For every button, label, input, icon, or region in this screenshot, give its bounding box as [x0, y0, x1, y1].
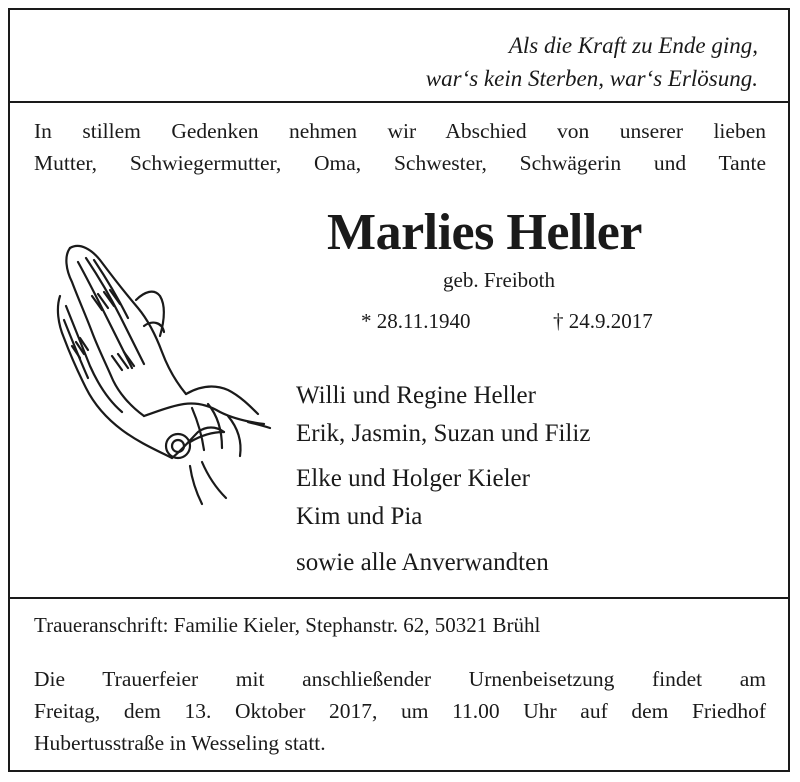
top-divider	[10, 101, 790, 103]
funeral-notice	[34, 663, 766, 759]
birth-name: geb. Freiboth	[443, 268, 555, 292]
funeral-line-1: Die Trauerfeier mit anschließender Urnenbeisetzung findet am	[34, 667, 766, 691]
mourner-line-2: Erik, Jasmin, Suzan und Filiz	[296, 420, 591, 447]
funeral-line-2: Freitag, dem 13. Oktober 2017, um 11.00 Uhr auf dem Friedhof	[34, 699, 766, 723]
praying-hands-icon	[52, 236, 272, 511]
birth-date: * 28.11.1940	[361, 309, 471, 333]
intro-line-1: In stillem Gedenken nehmen wir Abschied von unserer lieben	[34, 119, 766, 143]
deceased-name: Marlies Heller	[327, 204, 642, 261]
bottom-divider	[10, 597, 790, 599]
mourner-line-3: Elke und Holger Kieler	[296, 465, 530, 492]
intro-text	[34, 115, 766, 179]
mourner-line-5: sowie alle Anverwandten	[296, 549, 549, 576]
motto-line-1: Als die Kraft zu Ende ging,	[508, 33, 758, 58]
motto-line-2: war‘s kein Sterben, war‘s Erlösung.	[425, 66, 758, 91]
funeral-line-3: Hubertusstraße in Wesseling statt.	[34, 731, 326, 755]
mourner-line-1: Willi und Regine Heller	[296, 382, 536, 409]
intro-line-2: Mutter, Schwiegermutter, Oma, Schwester, Schwägerin und Tante	[34, 151, 766, 175]
mourner-line-4: Kim und Pia	[296, 503, 423, 530]
death-date: † 24.9.2017	[553, 309, 653, 333]
mourning-address: Traueranschrift: Familie Kieler, Stephanstr. 62, 50321 Brühl	[34, 613, 541, 637]
